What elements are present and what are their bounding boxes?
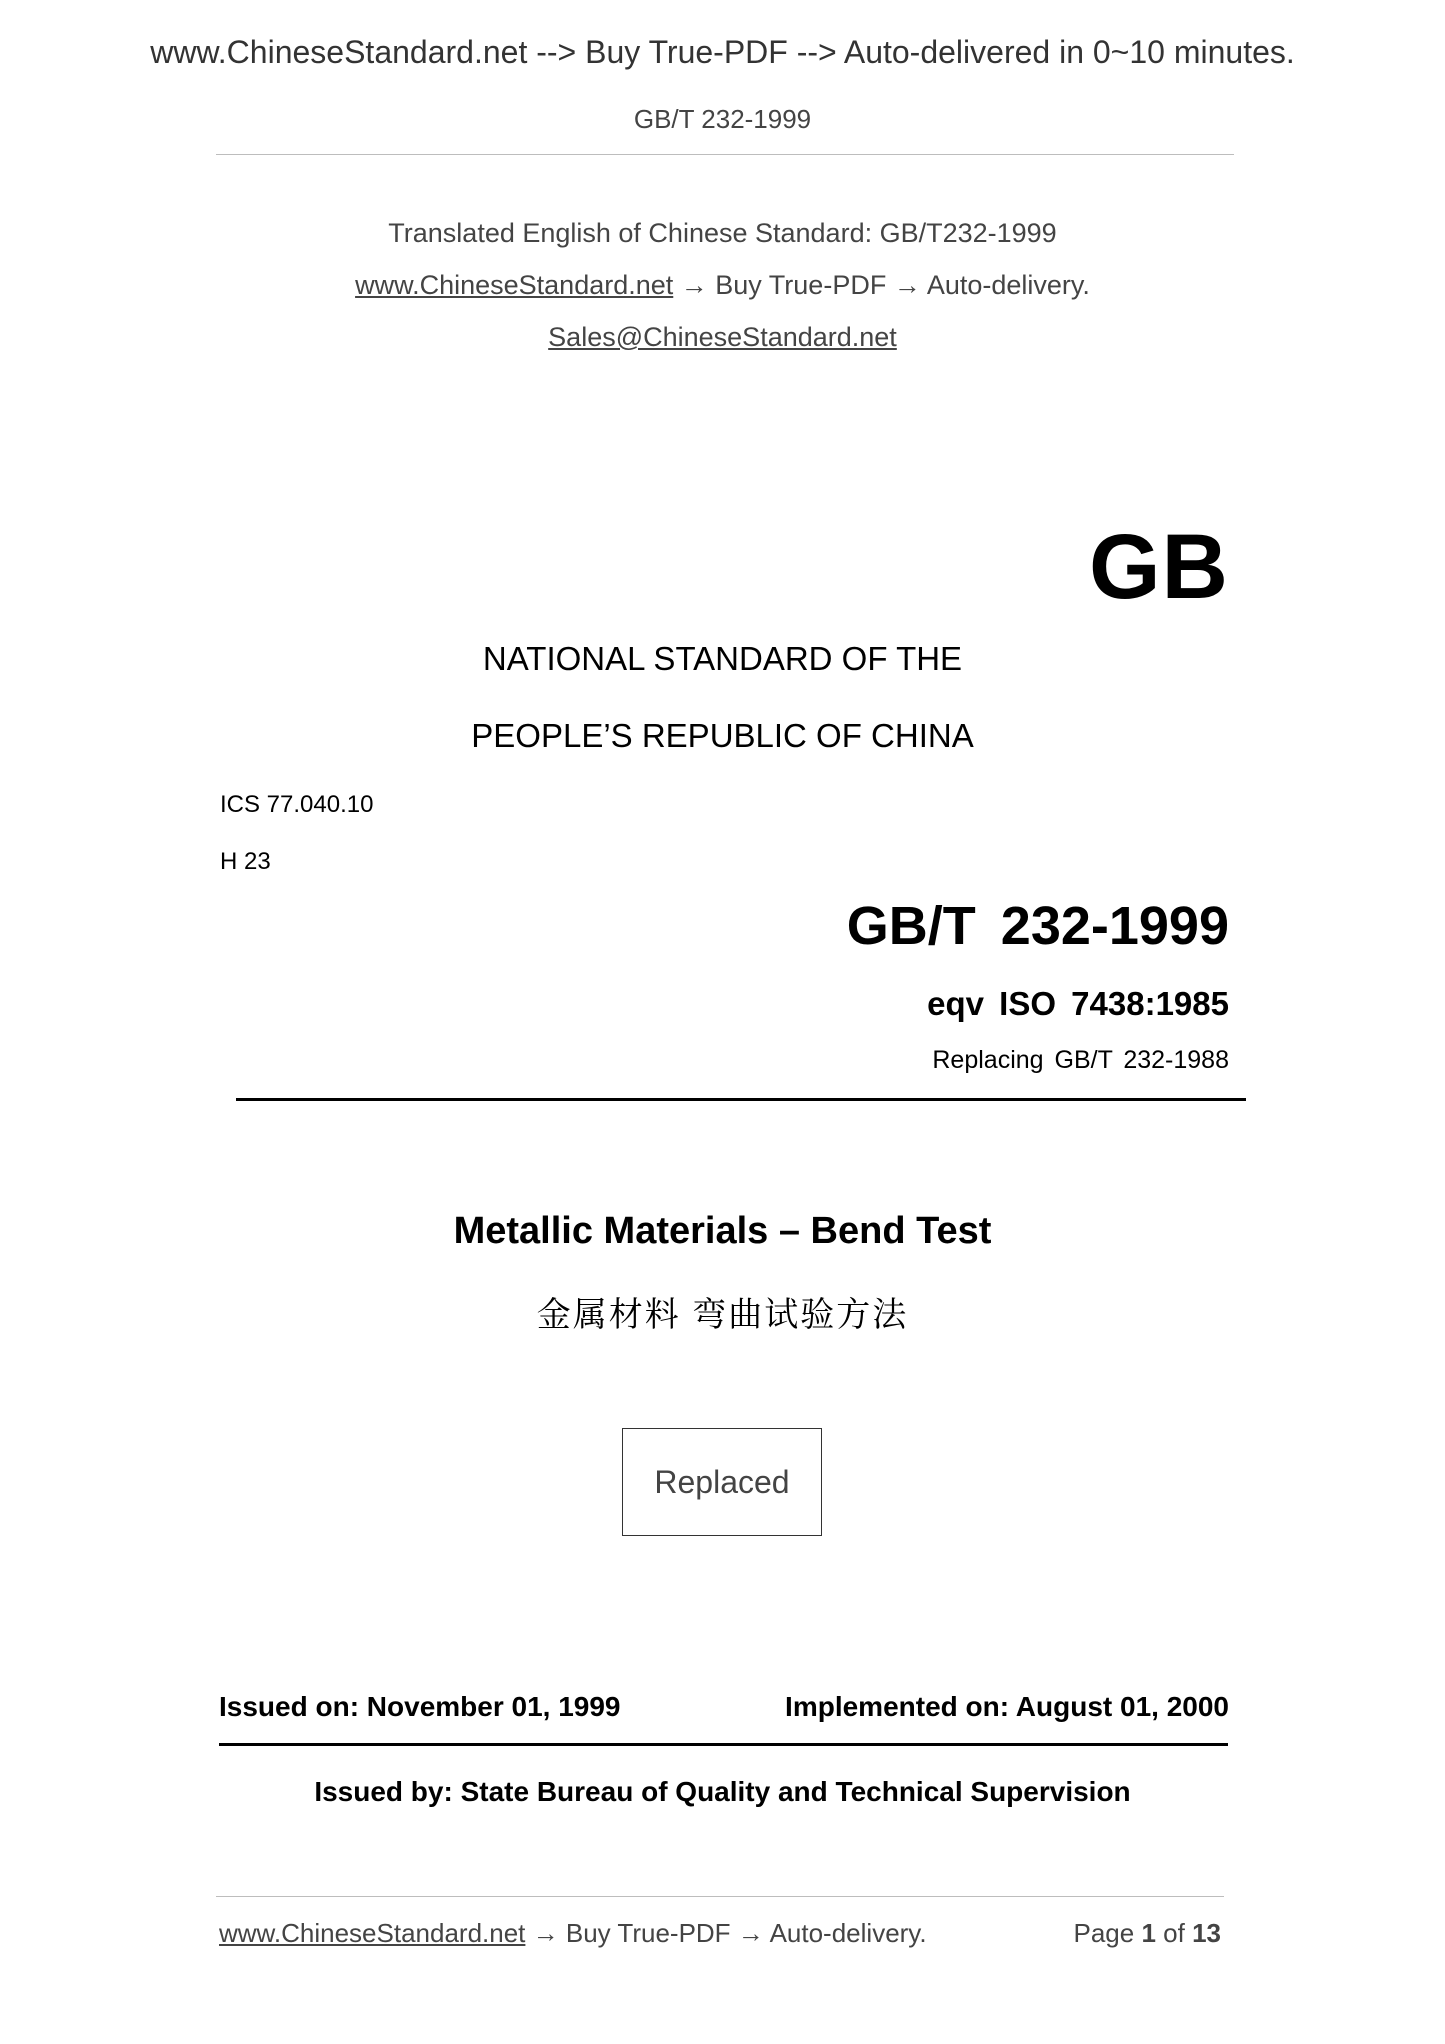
page-label: Page: [1073, 1918, 1135, 1948]
issued-on-date: Issued on: November 01, 1999: [219, 1691, 621, 1722]
issued-by: Issued by: State Bureau of Quality and Technical Supervision: [314, 1776, 1131, 1807]
header-divider: [216, 154, 1234, 155]
page-number: 1: [1141, 1918, 1156, 1948]
national-standard-line1: NATIONAL STANDARD OF THE: [482, 640, 963, 677]
buy-line: [0, 270, 1445, 301]
of-label: of: [1163, 1918, 1185, 1948]
sales-line: [0, 322, 1445, 353]
replacing-standard: Replacing GB/T 232-1988: [932, 1046, 1229, 1074]
top-banner: www.ChineseStandard.net --> Buy True-PDF --> Auto-delivered in 0~10 minutes.: [150, 34, 1295, 70]
national-standard-line2: PEOPLE’S REPUBLIC OF CHINA: [471, 717, 974, 754]
page-indicator: [1073, 1918, 1221, 1949]
cover-divider: [236, 1098, 1246, 1101]
implemented-on-date: Implemented on: August 01, 2000: [785, 1691, 1229, 1722]
gb-logo: GB: [1089, 516, 1229, 618]
ics-code: ICS 77.040.10: [220, 791, 374, 818]
equivalent-standard: eqv ISO 7438:1985: [927, 985, 1229, 1022]
title-english: Metallic Materials – Bend Test: [453, 1210, 992, 1252]
footer-link-line: [219, 1918, 927, 1949]
footer-buy-text: → Buy True-PDF → Auto-delivery.: [525, 1918, 927, 1948]
header-doc-code: GB/T 232-1999: [633, 104, 812, 134]
translated-line: Translated English of Chinese Standard: GB/T232-1999: [388, 218, 1057, 248]
status-box: [622, 1428, 822, 1536]
site-link[interactable]: www.ChineseStandard.net: [355, 270, 674, 300]
title-chinese: 金属材料 弯曲试验方法: [536, 1296, 909, 1334]
page-total: 13: [1192, 1918, 1221, 1948]
footer-divider: [216, 1896, 1224, 1897]
status-label: Replaced: [654, 1463, 790, 1500]
footer-site-link[interactable]: www.ChineseStandard.net: [219, 1918, 526, 1948]
date-divider: [219, 1743, 1228, 1746]
buy-text: → Buy True-PDF → Auto-delivery.: [673, 270, 1090, 300]
sales-email-link[interactable]: Sales@ChineseStandard.net: [548, 322, 897, 352]
h-code: H 23: [220, 848, 271, 875]
standard-number: GB/T 232-1999: [846, 896, 1229, 956]
